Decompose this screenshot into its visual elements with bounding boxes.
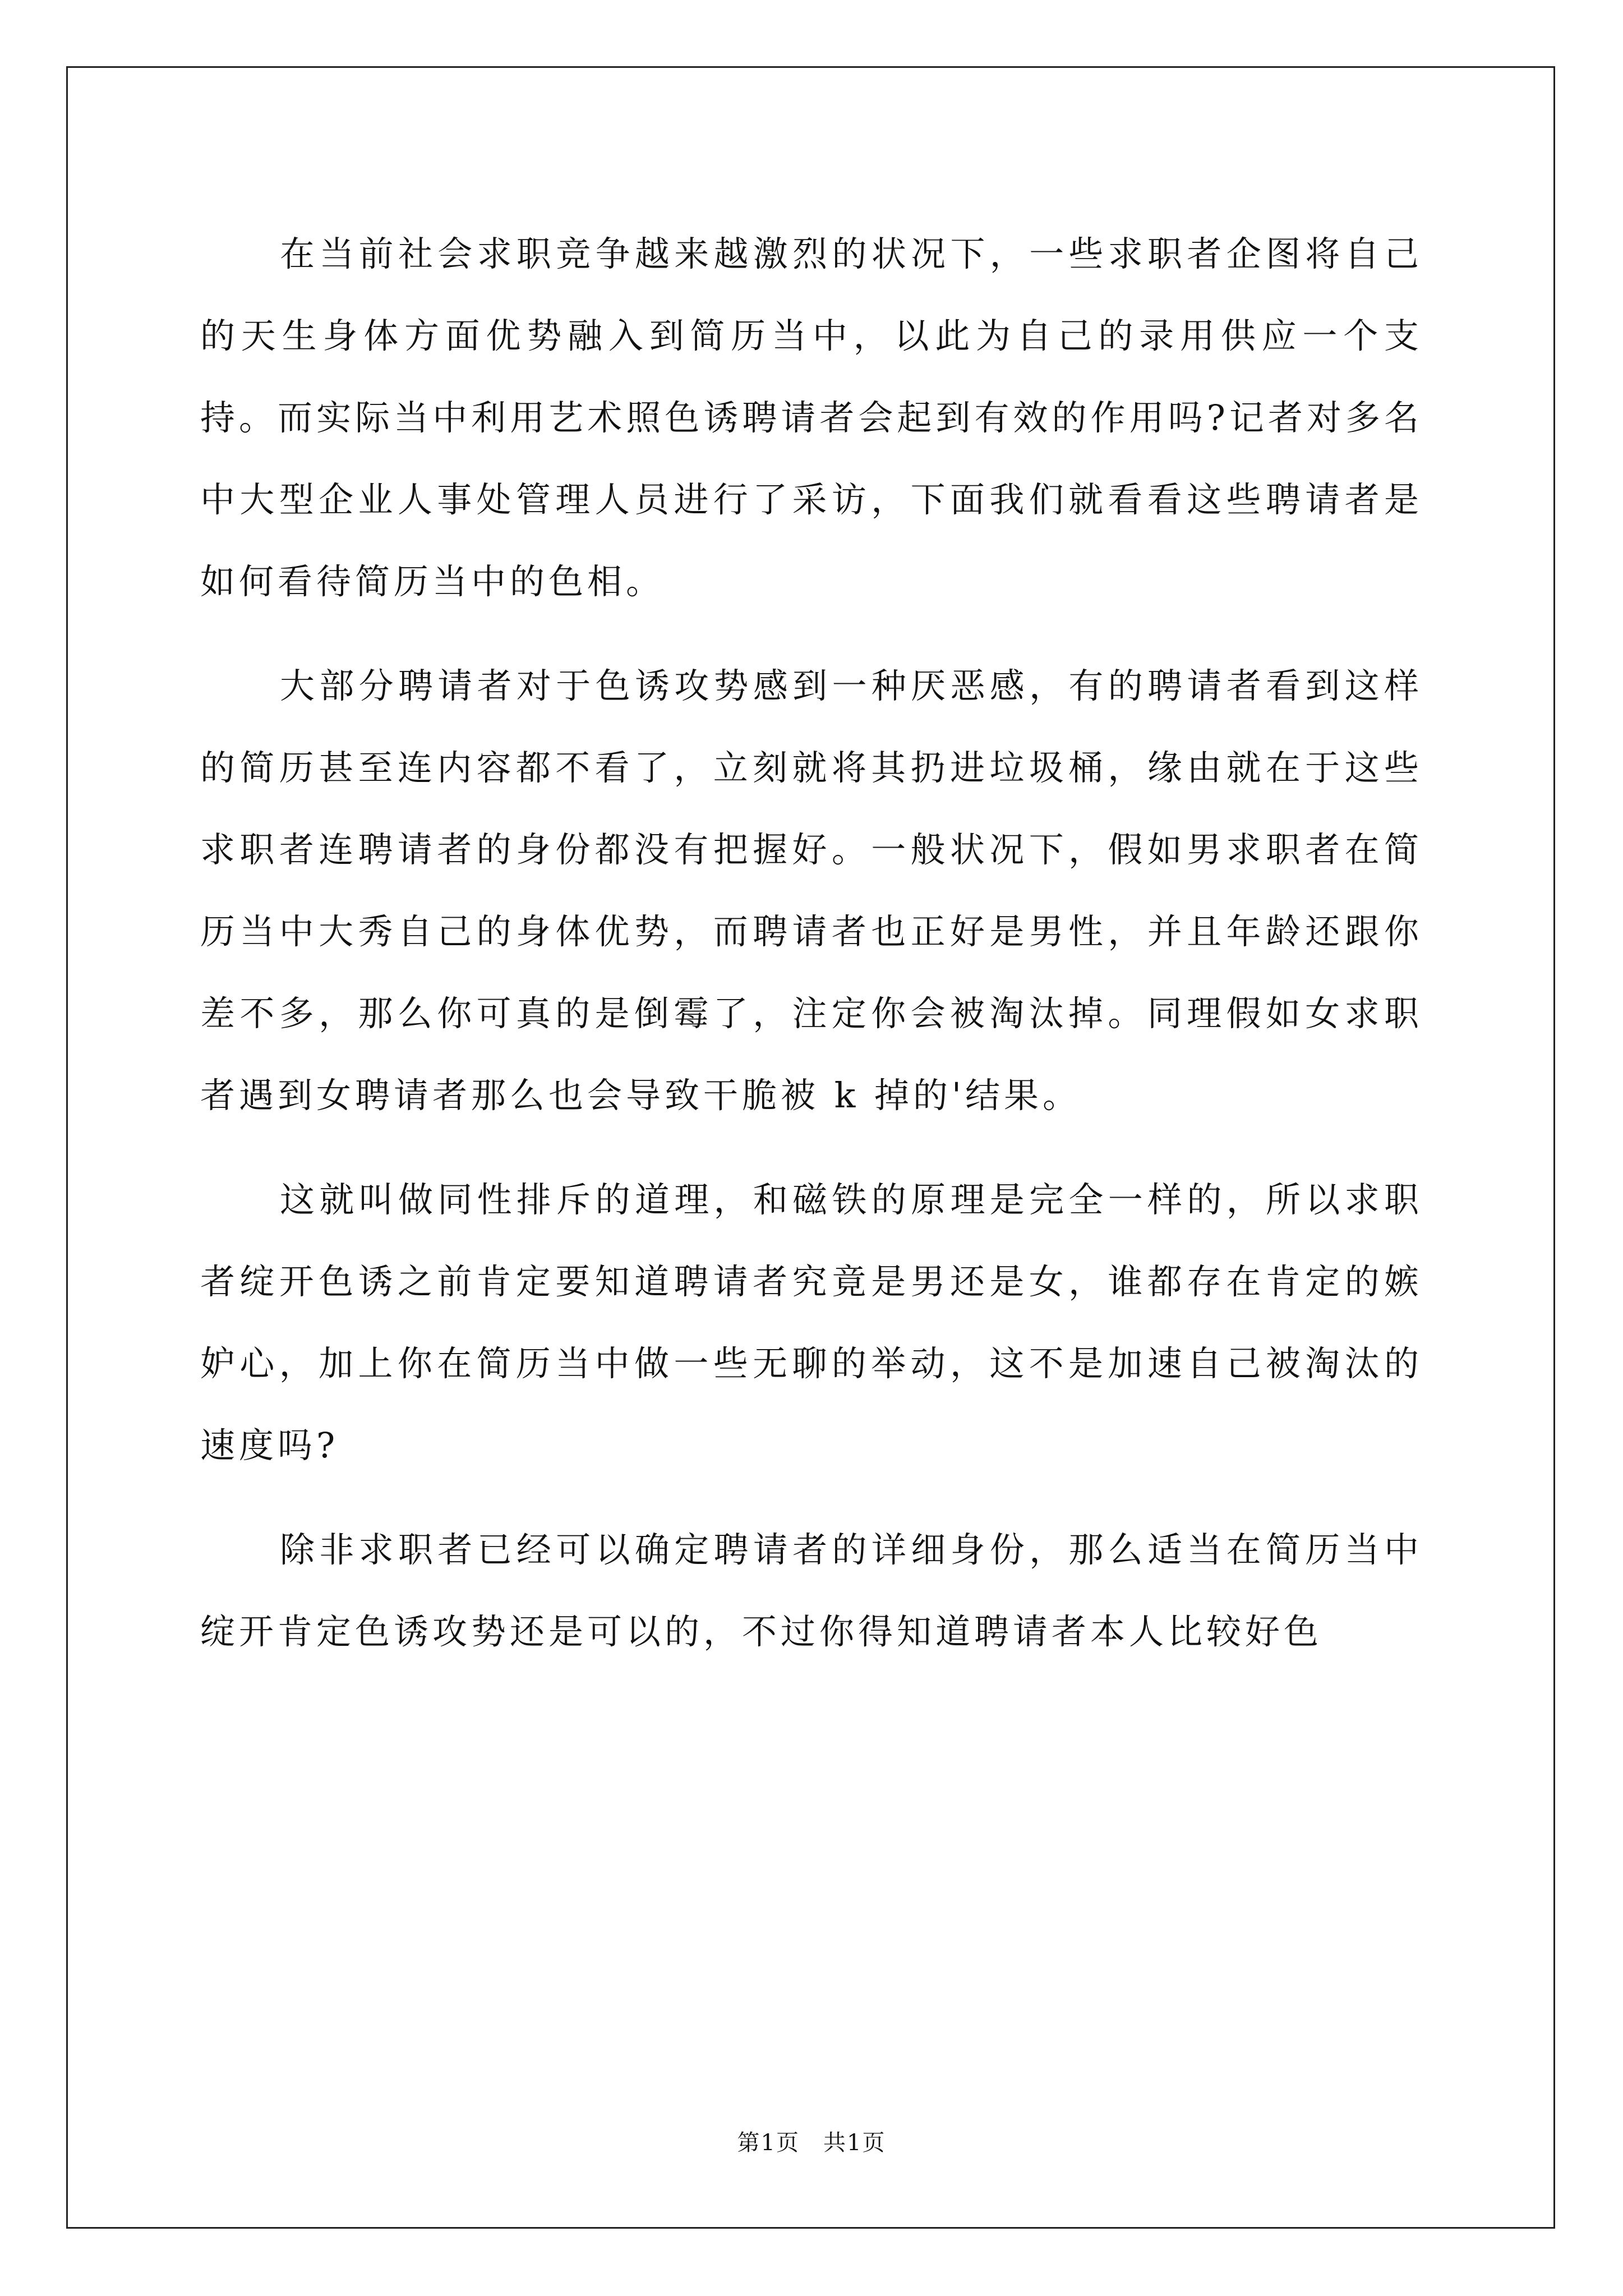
paragraph-3: 这就叫做同性排斥的道理，和磁铁的原理是完全一样的，所以求职者绽开色诱之前肯定要知道聘请者究竟是男还是女，谁都存在肯定的嫉妒心，加上你在简历当中做一些无聊的举动，这不是加速自己被淘汰的速度吗?: [200, 1179, 1423, 1466]
paragraph-1: 在当前社会求职竞争越来越激烈的状况下，一些求职者企图将自己的天生身体方面优势融入到简历当中，以此为自己的录用供应一个支持。而实际当中利用艺术照色诱聘请者会起到有效的作用吗?记者对多名中大型企业人事处管理人员进行了采访，下面我们就看看这些聘请者是如何看待简历当中的色相。: [200, 233, 1423, 602]
page-footer: 第1页 共1页: [737, 2130, 886, 2156]
paragraph-2: 大部分聘请者对于色诱攻势感到一种厌恶感，有的聘请者看到这样的简历甚至连内容都不看了，立刻就将其扔进垃圾桶，缘由就在于这些求职者连聘请者的身份都没有把握好。一般状况下，假如男求职者在简历当中大秀自己的身体优势，而聘请者也正好是男性，并且年龄还跟你差不多，那么你可真的是倒霉了，注定你会被淘汰掉。同理假如女求职者遇到女聘请者那么也会导致干脆被 k 掉的'结果。: [200, 665, 1423, 1116]
document-body: [200, 213, 1423, 1673]
paragraph-4: 除非求职者已经可以确定聘请者的详细身份，那么适当在简历当中绽开肯定色诱攻势还是可以的，不过你得知道聘请者本人比较好色: [200, 1529, 1423, 1652]
